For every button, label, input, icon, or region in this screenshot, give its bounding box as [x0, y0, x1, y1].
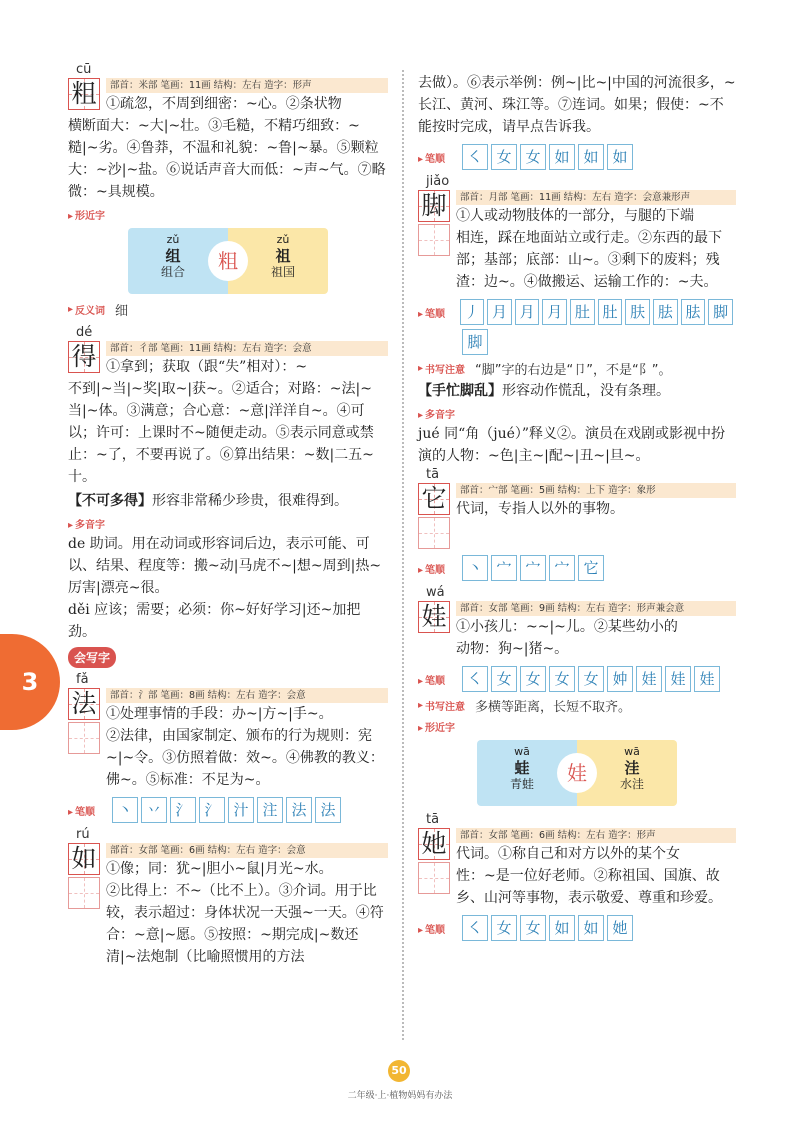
pinyin: cū: [76, 62, 92, 77]
idiom: 【不可多得】形容非常稀少珍贵，很难得到。: [68, 493, 348, 509]
entry-de: [68, 325, 388, 643]
entry-fa: [68, 672, 388, 823]
definition-cont: 横断面大：~大|~壮。③毛糙，不精巧细致：~糙|~劣。④鲁莽，不温和礼貌：~鲁|~暴。⑤颗粒大：~沙|~盐。⑥说话声音大而低：~声~气。⑦略微：~具规模。: [68, 118, 386, 200]
polyphone: jué 同“角（jué）”释义②。演员在戏剧或影视中扮演的人物：~色|主~|配~|丑~|旦~。: [418, 426, 726, 464]
page-number: 50: [388, 1060, 410, 1082]
definition: 代词。①称自己和对方以外的某个女: [456, 846, 680, 862]
character-box: 娃: [418, 601, 450, 633]
similar-chars-label: ▸ 形近字: [418, 719, 736, 734]
similar-chars-card: zǔ 组 组合 粗 zǔ 祖 祖国: [128, 228, 328, 294]
char-meta: 部首：彳部 笔画：11画 结构：左右 造字：会意: [106, 341, 388, 356]
char-meta: 部首：女部 笔画：6画 结构：左右 造字：会意: [106, 843, 388, 858]
stroke-order: ▸ 笔顺 ㇛ 女 女 女 女 妕 娃 娃 娃: [418, 666, 736, 692]
pinyin: wá: [426, 585, 445, 600]
section-title: 会写字: [68, 647, 116, 668]
polyphone-2: děi 应该；需要；必须：你~好好学习|还~加把劲。: [68, 602, 361, 640]
definition-cont: 动物：狗~|猪~。: [456, 641, 569, 657]
char-meta: 部首：女部 笔画：6画 结构：左右 造字：形声: [456, 828, 736, 843]
stroke-order: ▸ 笔顺 丶 宀 宀 宀 它: [418, 555, 736, 581]
right-column: [418, 72, 736, 945]
writing-note: ▸ 书写注意 多横等距离，长短不取齐。: [418, 696, 736, 715]
entry-jiao: [418, 174, 736, 467]
unit-tab: 3: [0, 634, 60, 730]
pinyin: rú: [76, 827, 90, 842]
definition: ①疏忽，不周到细密：~心。②条状物: [106, 96, 342, 112]
definition-cont: 性：~是一位好老师。②称祖国、国旗、故乡、山河等事物，表示敬爱、尊重和珍爱。: [456, 868, 722, 906]
stroke-order: ▸ 笔顺 ㇛ 女 女 如 如 她: [418, 915, 736, 941]
definition-cont: 不到|~当|~奖|取~|获~。②适合；对路：~法|~当|~体。③满意；合心意：~意|洋洋自~。④可以；许可：上课时不~随便走动。⑤表示同意或禁止：~了，不要再说了。⑥算出结果：~数|二五~十。: [68, 381, 374, 485]
idiom: 【手忙脚乱】形容动作慌乱，没有条理。: [418, 383, 670, 399]
stroke-order: ▸ 笔顺 丿 月 月 月 肚 肚 肤 胠 胠 脚: [418, 299, 736, 325]
char-meta: 部首：宀部 笔画：5画 结构：上下 造字：象形: [456, 483, 736, 498]
character-box: 粗: [68, 78, 100, 110]
char-meta: 部首：月部 笔画：11画 结构：左右 造字：会意兼形声: [456, 190, 736, 205]
character-box: 它: [418, 483, 450, 515]
definition: ①拿到；获取（跟“失”相对）：~: [106, 359, 308, 375]
stroke-order-ru: ▸ 笔顺 ㇛ 女 女 如 如 如: [418, 144, 736, 170]
definition: ①像；同：犹~|胆小~鼠|月光~水。: [106, 861, 333, 877]
definition: ①人或动物肢体的一部分，与腿的下端: [456, 208, 694, 224]
pinyin: tā: [426, 812, 440, 827]
definition-cont: ②法律，由国家制定、颁布的行为规则：宪~|~令。③仿照着做：效~。④佛教的教义：佛~。⑤标准：不足为~。: [106, 728, 384, 788]
stroke-order-row2: 脚: [462, 329, 736, 355]
column-divider: [402, 70, 404, 1040]
pinyin: fǎ: [76, 672, 89, 687]
entry-cu: [68, 62, 388, 319]
entry-ta: [418, 467, 736, 581]
ru-definition-cont: 去做）。⑥表示举例：例~|比~|中国的河流很多，~长江、黄河、珠江等。⑦连词。如果；假使：~不能按时完成，请早点告诉我。: [418, 75, 736, 135]
polyphone-label: ▸ 多音字: [418, 406, 736, 421]
antonym-row: ▸ 反义词 细: [68, 300, 388, 319]
entry-wa: [418, 585, 736, 806]
polyphone-1: de 助词。用在动词或形容词后边，表示可能、可以、结果、程度等：搬~动|马虎不~|想~周到|热~厉害|漂亮~很。: [68, 536, 382, 596]
left-column: [68, 62, 388, 968]
character-box: 得: [68, 341, 100, 373]
definition: ①处理事情的手段：办~|方~|手~。: [106, 706, 333, 722]
polyphone-label: ▸ 多音字: [68, 516, 388, 531]
definition: ①小孩儿：~~|~儿。②某些幼小的: [456, 619, 678, 635]
character-box: 法: [68, 688, 100, 720]
character-box: 她: [418, 828, 450, 860]
pinyin: dé: [76, 325, 93, 340]
definition-cont: ②比得上：不~（比不上）。③介词。用于比较，表示超过：身体状况一天强~一天。④符合：~意|~愿。⑤按照：~期完成|~数还清|~法炮制（比喻照惯用的方法: [106, 883, 384, 965]
character-box: 如: [68, 843, 100, 875]
entry-ta2: [418, 812, 736, 941]
pinyin: jiǎo: [426, 174, 450, 189]
footer: 二年级·上·植物妈妈有办法: [347, 1091, 453, 1101]
character-box: 脚: [418, 190, 450, 222]
writing-note: ▸ 书写注意 “脚”字的右边是“卩”，不是“阝”。: [418, 359, 736, 378]
similar-chars-card: wā 蛙 青蛙 娃 wā 洼 水洼: [477, 740, 677, 806]
stroke-order: ▸ 笔顺 丶 丷 氵 氵 汁 注 法 法: [68, 797, 388, 823]
pinyin: tā: [426, 467, 440, 482]
definition: 代词，专指人以外的事物。: [456, 501, 624, 517]
similar-chars-label: ▸ 形近字: [68, 207, 388, 222]
char-meta: 部首：女部 笔画：9画 结构：左右 造字：形声兼会意: [456, 601, 736, 616]
char-meta: 部首：氵部 笔画：8画 结构：左右 造字：会意: [106, 688, 388, 703]
entry-ru: [68, 827, 388, 968]
char-meta: 部首：米部 笔画：11画 结构：左右 造字：形声: [106, 78, 388, 93]
definition-cont: 相连，踩在地面站立或行走。②东西的最下部；基部；底部：山~。③剩下的废料；残渣：边~。④做搬运、运输工作的：~夫。: [456, 230, 722, 290]
